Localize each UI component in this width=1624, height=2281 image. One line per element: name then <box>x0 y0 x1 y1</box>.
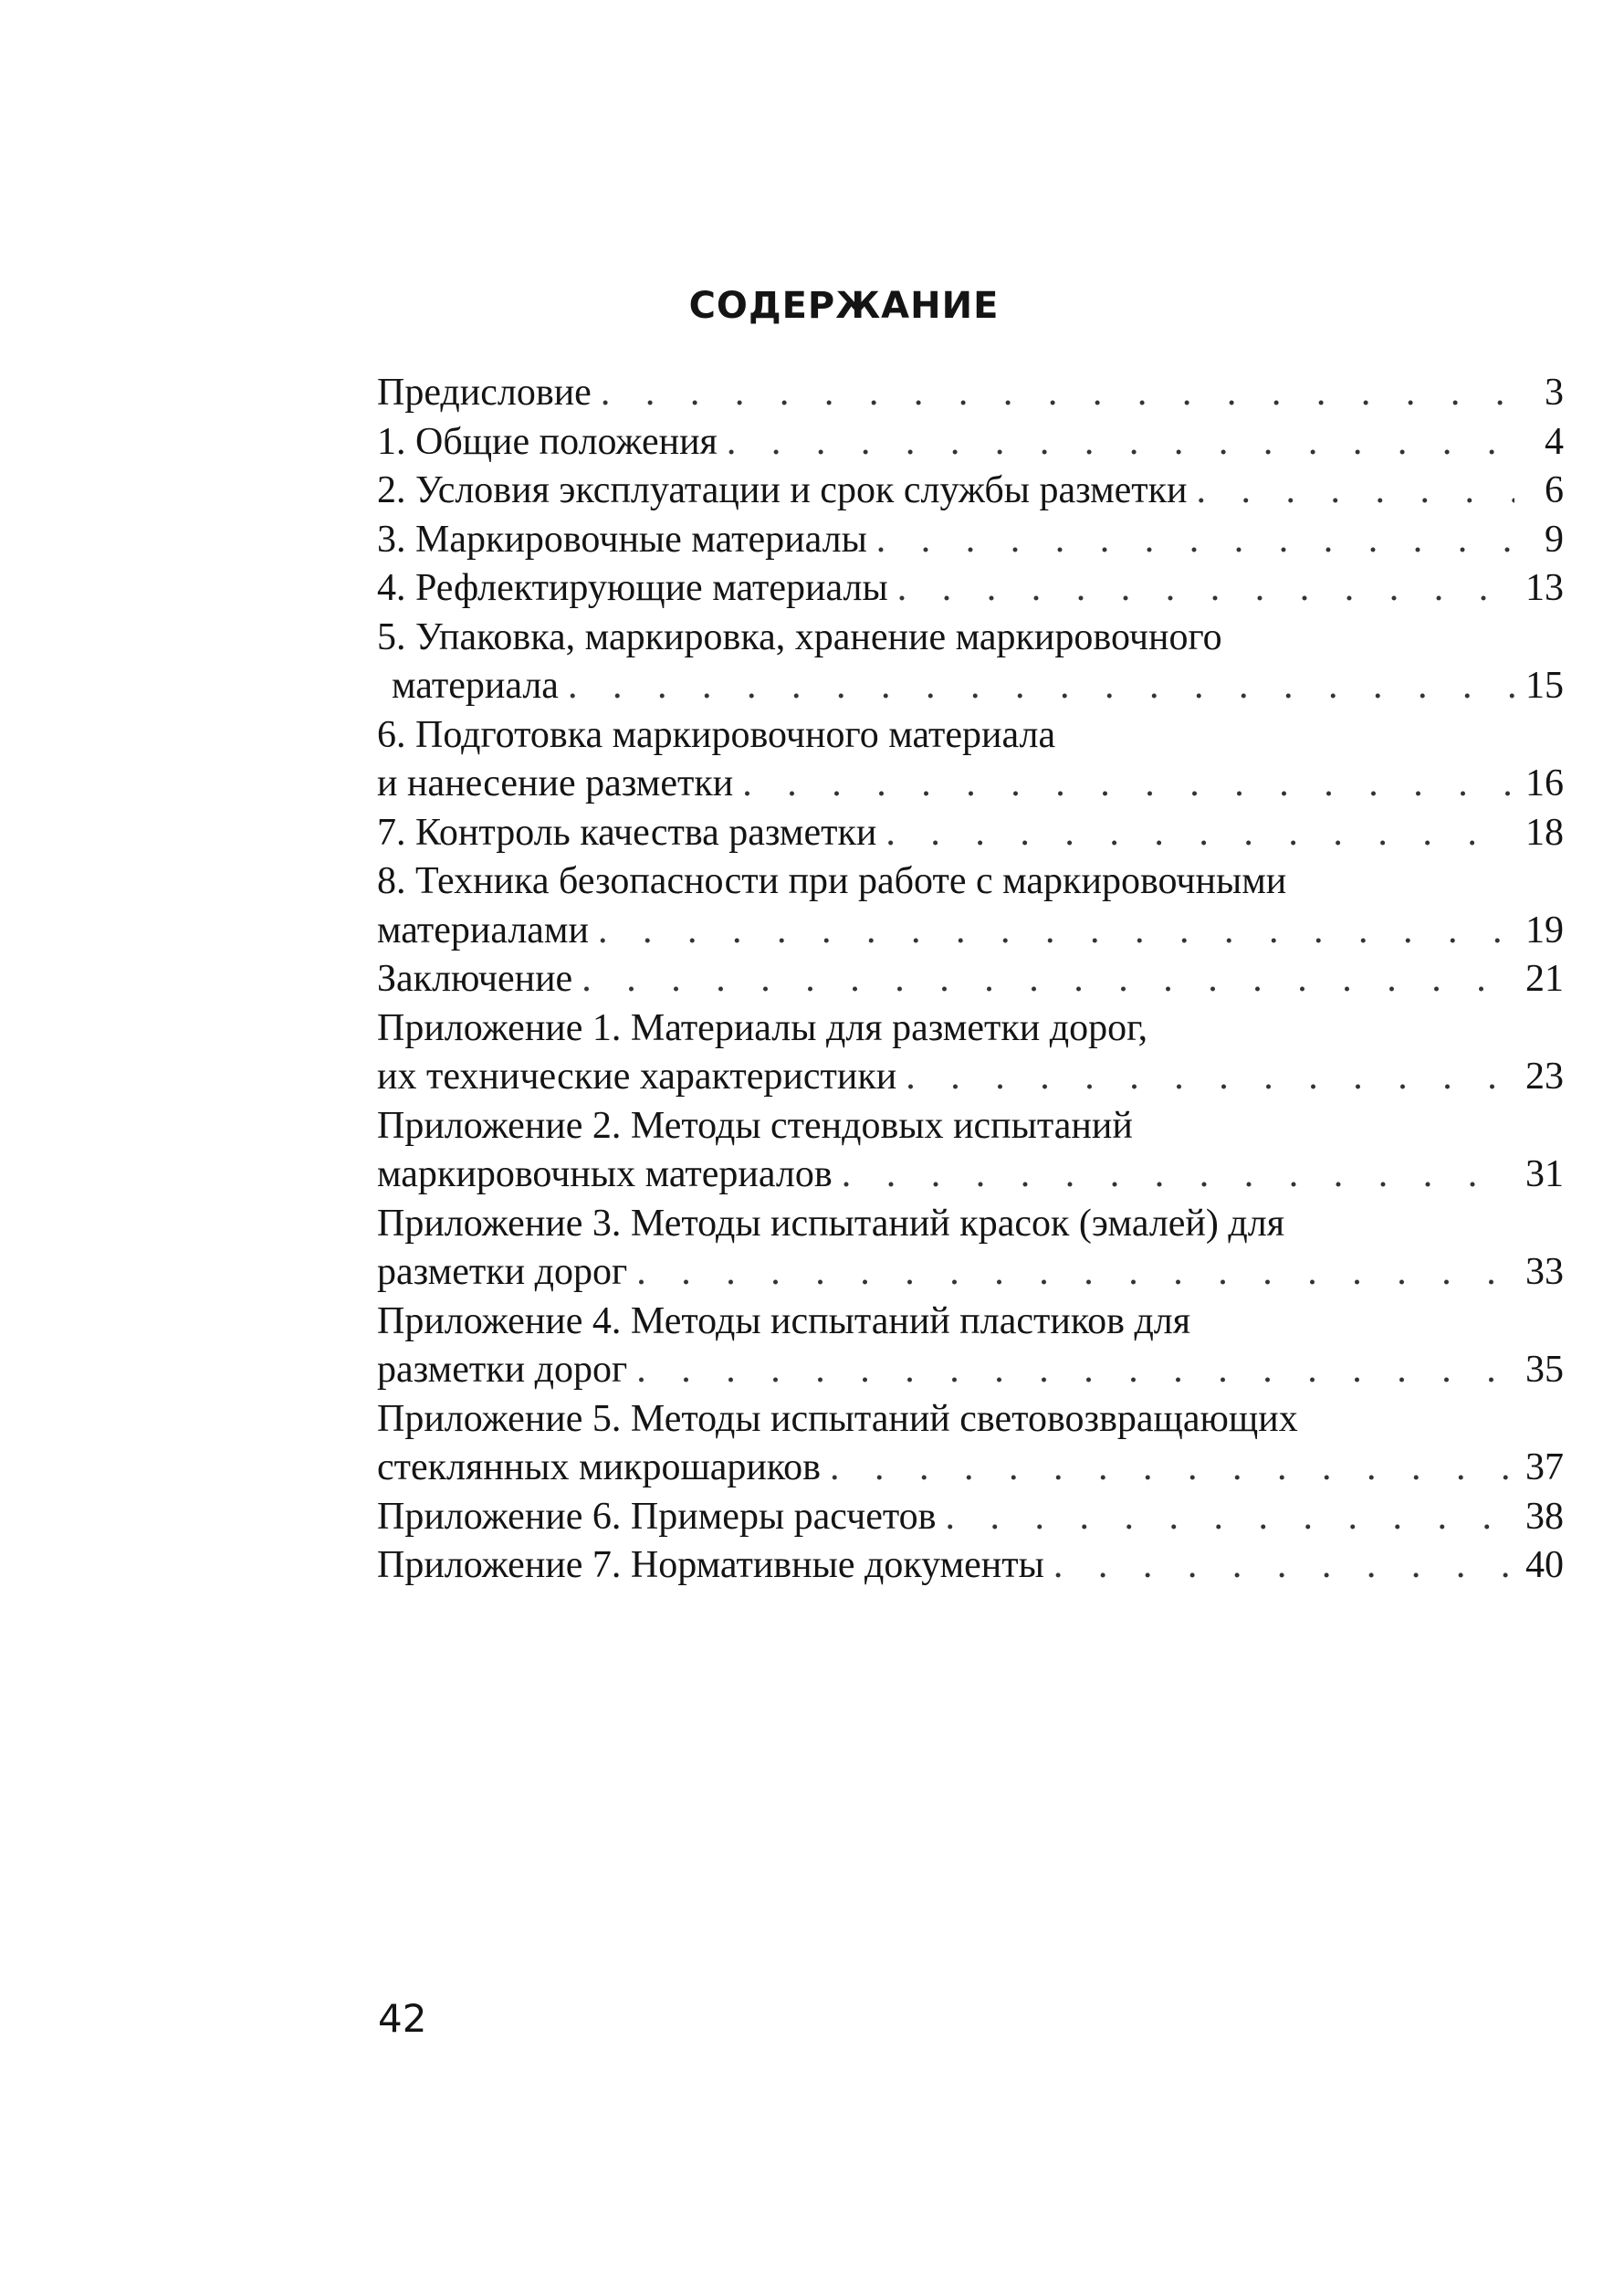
toc-entry <box>377 418 1564 468</box>
dot-leader <box>598 907 1514 956</box>
dot-leader <box>636 1248 1514 1298</box>
toc-entry <box>377 857 1564 955</box>
toc-entry-title: 4. Рефлектирующие материалы <box>377 567 888 609</box>
toc-entry-page: 31 <box>1525 1153 1564 1195</box>
toc-entry-row <box>377 1248 1564 1298</box>
toc-entry-row <box>377 564 1564 614</box>
toc-entry <box>377 516 1564 565</box>
toc-entry-heading: Приложение 2. Методы стендовых испытаний <box>377 1104 1133 1147</box>
dot-leader <box>742 760 1514 809</box>
dot-leader <box>842 1151 1514 1200</box>
page-title: СОДЕРЖАНИЕ <box>688 285 1000 327</box>
toc-entry-title: материалами <box>377 909 589 951</box>
toc-entry-title: 7. Контроль качества разметки <box>377 811 877 854</box>
toc-entry <box>377 1298 1564 1395</box>
dot-leader <box>601 369 1514 418</box>
toc-entry-row <box>377 907 1564 956</box>
toc-entry <box>377 614 1564 711</box>
dot-leader <box>906 1053 1514 1102</box>
toc-entry-heading: 8. Техника безопасности при работе с маркировочными <box>377 860 1287 902</box>
page-number: 42 <box>378 1996 427 2041</box>
toc-entry-row <box>377 1541 1564 1591</box>
toc-entry <box>377 1395 1564 1493</box>
toc-entry <box>377 564 1564 614</box>
dot-leader <box>830 1444 1514 1493</box>
toc-entry-row <box>377 809 1564 858</box>
toc-entry-page: 33 <box>1525 1251 1564 1293</box>
toc-entry-title: маркировочных материалов <box>377 1153 833 1195</box>
toc-entry <box>377 1493 1564 1542</box>
toc-entry <box>377 467 1564 516</box>
toc-entry-heading: 6. Подготовка маркировочного материала <box>377 713 1056 756</box>
toc-entry <box>377 1004 1564 1102</box>
toc-entry-row <box>377 1444 1564 1493</box>
toc-entry <box>377 1200 1564 1298</box>
toc-entry-row <box>377 1151 1564 1200</box>
toc-entry-row <box>377 1346 1564 1395</box>
dot-leader <box>1197 467 1514 516</box>
toc-entry-title: стеклянных микрошариков <box>377 1446 822 1488</box>
dot-leader <box>1053 1541 1514 1591</box>
toc-entry <box>377 711 1564 809</box>
toc-entry-row <box>377 516 1564 565</box>
toc-entry-page: 6 <box>1545 469 1564 511</box>
toc-entry-row <box>377 955 1564 1004</box>
toc-entry-heading: Приложение 5. Методы испытаний световозвращающих <box>377 1397 1298 1440</box>
dot-leader <box>885 809 1514 858</box>
toc-entry-page: 37 <box>1525 1446 1564 1488</box>
dot-leader <box>568 662 1514 711</box>
toc-entry-title: разметки дорог <box>377 1251 628 1293</box>
toc-entry-page: 21 <box>1525 958 1564 1000</box>
toc-entry-page: 16 <box>1525 762 1564 804</box>
toc-entry-page: 19 <box>1525 909 1564 951</box>
toc-entry-row <box>377 662 1564 711</box>
toc-entry-page: 18 <box>1525 811 1564 854</box>
toc-entry-row <box>377 1493 1564 1542</box>
toc-entry-row <box>377 369 1564 418</box>
toc-entry-title: Заключение <box>377 958 573 1000</box>
toc-entry-title: Предисловие <box>377 372 592 414</box>
dot-leader <box>946 1493 1514 1542</box>
dot-leader <box>581 955 1514 1004</box>
toc-entry-page: 9 <box>1545 518 1564 561</box>
toc-entry-title: Приложение 7. Нормативные документы <box>377 1544 1044 1586</box>
toc-entry-title: и нанесение разметки <box>377 762 734 804</box>
dot-leader <box>876 516 1514 565</box>
toc-entry-page: 38 <box>1525 1495 1564 1538</box>
dot-leader <box>897 564 1514 614</box>
toc-entry-title: 3. Маркировочные материалы <box>377 518 867 561</box>
toc-entry-title: Приложение 6. Примеры расчетов <box>377 1495 937 1538</box>
dot-leader <box>727 418 1514 468</box>
toc-entry-heading: Приложение 4. Методы испытаний пластиков для <box>377 1299 1191 1342</box>
toc-entry-page: 23 <box>1525 1056 1564 1098</box>
toc-entry-title: 1. Общие положения <box>377 420 718 463</box>
toc-entry-row <box>377 418 1564 468</box>
table-of-contents <box>377 369 1564 1591</box>
toc-entry-title: их технические характеристики <box>377 1056 897 1098</box>
toc-entry <box>377 955 1564 1004</box>
toc-entry-page: 40 <box>1525 1544 1564 1586</box>
toc-entry-page: 15 <box>1525 665 1564 707</box>
toc-entry-page: 4 <box>1545 420 1564 463</box>
toc-entry-title: 2. Условия эксплуатации и срок службы разметки <box>377 469 1188 511</box>
toc-entry-row <box>377 760 1564 809</box>
toc-entry-row <box>377 1053 1564 1102</box>
toc-entry-title: материала <box>392 665 559 707</box>
toc-entry-page: 3 <box>1545 372 1564 414</box>
toc-entry-heading: Приложение 1. Материалы для разметки дорог, <box>377 1006 1148 1049</box>
toc-entry-row <box>377 467 1564 516</box>
toc-entry-title: разметки дорог <box>377 1349 628 1391</box>
toc-entry-heading: 5. Упаковка, маркировка, хранение маркировочного <box>377 615 1222 658</box>
dot-leader <box>636 1346 1514 1395</box>
toc-entry <box>377 369 1564 418</box>
toc-entry <box>377 809 1564 858</box>
toc-entry-page: 13 <box>1525 567 1564 609</box>
toc-entry-page: 35 <box>1525 1349 1564 1391</box>
toc-entry <box>377 1102 1564 1200</box>
toc-entry <box>377 1541 1564 1591</box>
toc-entry-heading: Приложение 3. Методы испытаний красок (эмалей) для <box>377 1202 1285 1245</box>
